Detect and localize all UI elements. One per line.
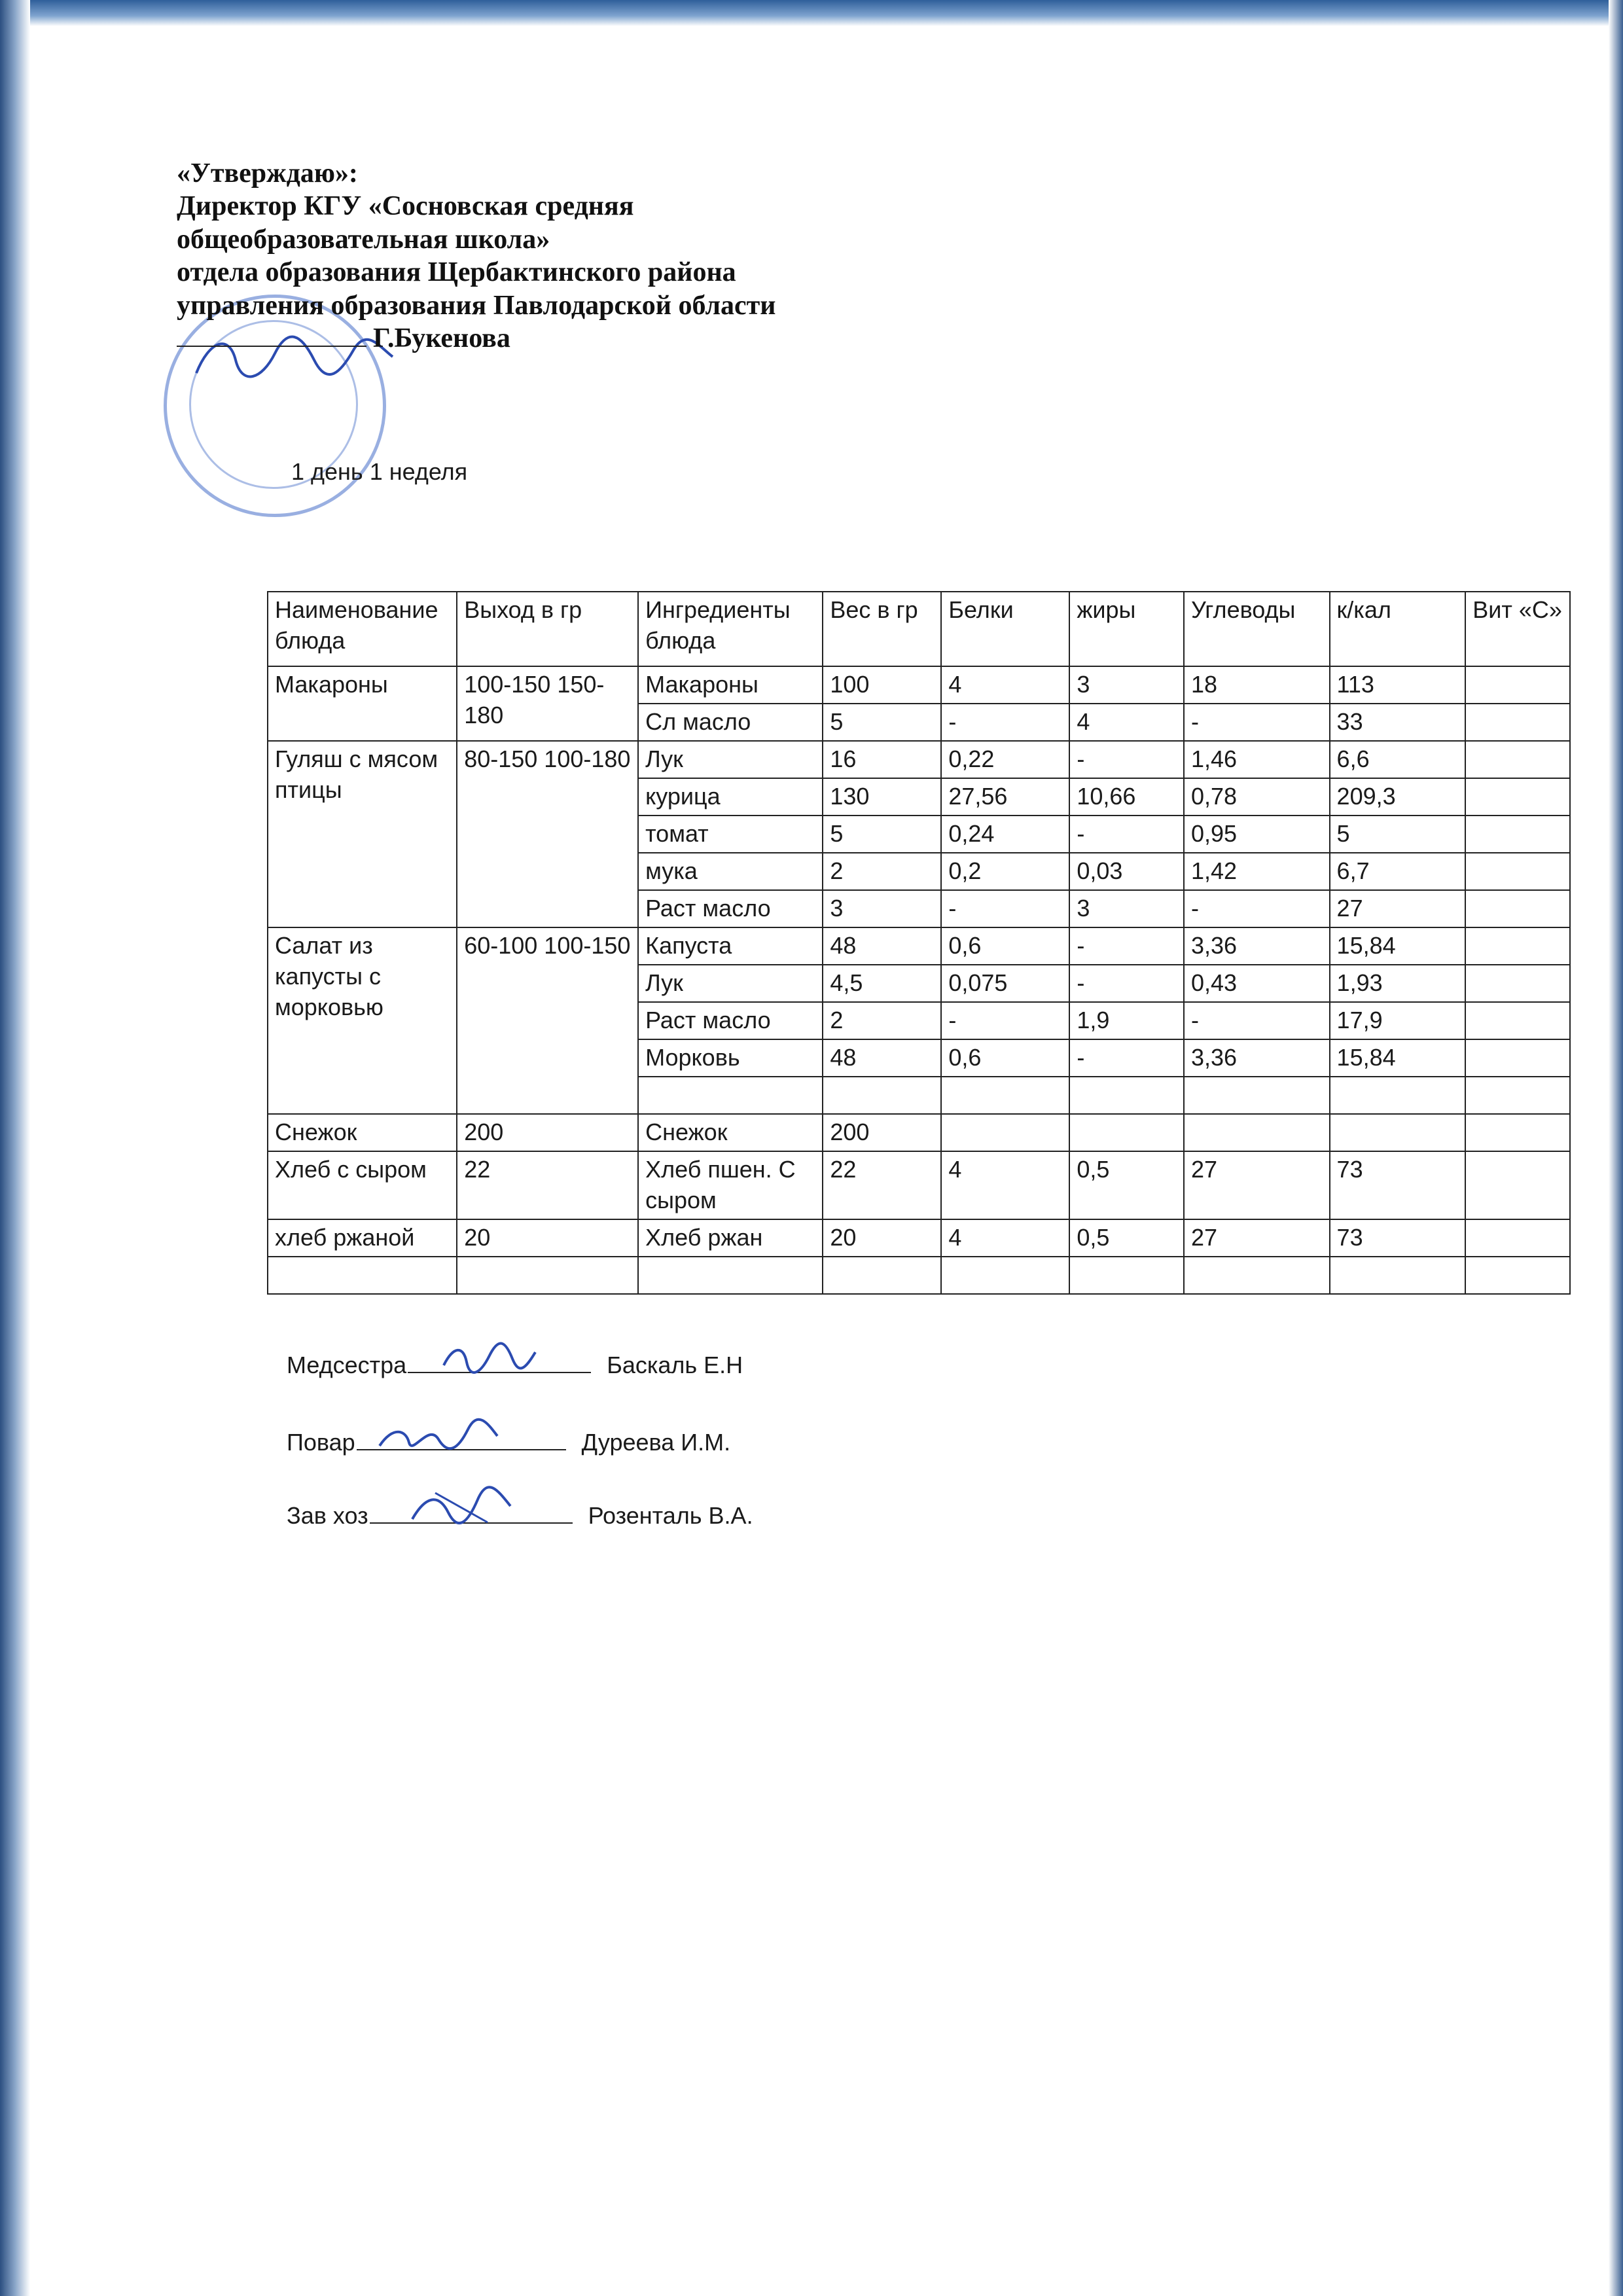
table-cell: 0,075 xyxy=(941,965,1069,1002)
dish-name-cell: Гуляш с мясом птицы xyxy=(268,741,457,927)
table-cell: 0,24 xyxy=(941,816,1069,853)
table-cell: Сл масло xyxy=(638,704,823,741)
table-cell xyxy=(1465,816,1570,853)
nurse-signature xyxy=(440,1339,539,1378)
director-name: Г.Букенова xyxy=(373,323,510,353)
dish-name-cell: Салат из капусты с морковью xyxy=(268,927,457,1114)
table-row xyxy=(268,741,1570,778)
table-cell: 0,43 xyxy=(1184,965,1330,1002)
table-cell: 0,5 xyxy=(1069,1219,1184,1257)
table-cell: 48 xyxy=(823,1039,941,1077)
table-row xyxy=(268,1257,1570,1294)
dish-name-cell: Снежок xyxy=(268,1114,457,1151)
table-cell xyxy=(1184,1077,1330,1114)
table-cell: 3 xyxy=(1069,666,1184,704)
column-header: Вес в гр xyxy=(823,592,941,666)
table-cell: 27 xyxy=(1330,890,1466,927)
table-cell: - xyxy=(1069,965,1184,1002)
table-cell xyxy=(1184,1257,1330,1294)
table-cell: Снежок xyxy=(638,1114,823,1151)
table-cell: 27 xyxy=(1184,1219,1330,1257)
table-cell: - xyxy=(941,1002,1069,1039)
table-cell: - xyxy=(1069,741,1184,778)
table-cell xyxy=(1465,965,1570,1002)
table-cell xyxy=(1465,666,1570,704)
column-header: Углеводы xyxy=(1184,592,1330,666)
supply-label: Зав хоз xyxy=(287,1502,368,1529)
table-cell: 0,03 xyxy=(1069,853,1184,890)
nurse-label: Медсестра xyxy=(287,1352,407,1378)
table-cell: 17,9 xyxy=(1330,1002,1466,1039)
table-cell: 27,56 xyxy=(941,778,1069,816)
dish-name-cell: хлеб ржаной xyxy=(268,1219,457,1257)
cook-label: Повар xyxy=(287,1429,355,1456)
table-cell: Раст масло xyxy=(638,890,823,927)
table-cell xyxy=(1465,927,1570,965)
table-cell: - xyxy=(1069,816,1184,853)
table-cell xyxy=(1465,1002,1570,1039)
table-cell xyxy=(1330,1114,1466,1151)
table-header-row xyxy=(268,592,1570,666)
scan-top-edge xyxy=(0,0,1623,26)
table-cell: 4 xyxy=(1069,704,1184,741)
day-label: 1 день 1 неделя xyxy=(291,458,468,485)
table-cell: томат xyxy=(638,816,823,853)
table-cell: Раст масло xyxy=(638,1002,823,1039)
table-cell: 0,6 xyxy=(941,1039,1069,1077)
table-cell xyxy=(1465,853,1570,890)
table-row xyxy=(268,1219,1570,1257)
approval-director-line xyxy=(177,322,962,355)
dish-output-cell: 60-100 100-150 xyxy=(457,927,638,1114)
table-cell: 22 xyxy=(823,1151,941,1219)
table-cell: Лук xyxy=(638,741,823,778)
column-header: Наименование блюда xyxy=(268,592,457,666)
table-cell: 3 xyxy=(823,890,941,927)
table-cell: 5 xyxy=(823,704,941,741)
dish-output-cell: 20 xyxy=(457,1219,638,1257)
table-cell: 4,5 xyxy=(823,965,941,1002)
supply-name: Розенталь В.А. xyxy=(588,1502,753,1529)
approval-line-1: Директор КГУ «Сосновская средняя xyxy=(177,191,634,222)
table-cell: 4 xyxy=(941,1151,1069,1219)
table-cell: - xyxy=(1184,704,1330,741)
table-cell xyxy=(1465,1077,1570,1114)
table-cell xyxy=(1465,1114,1570,1151)
cook-signature-row xyxy=(287,1429,730,1456)
table-cell: 73 xyxy=(1330,1151,1466,1219)
supply-signature xyxy=(409,1483,514,1529)
table-row xyxy=(268,1114,1570,1151)
table-cell: 2 xyxy=(823,1002,941,1039)
table-cell: 113 xyxy=(1330,666,1466,704)
table-cell: 48 xyxy=(823,927,941,965)
supply-sign-line xyxy=(370,1522,573,1524)
table-cell: Макароны xyxy=(638,666,823,704)
table-cell xyxy=(1330,1077,1466,1114)
table-cell: Морковь xyxy=(638,1039,823,1077)
table-row xyxy=(268,666,1570,704)
dish-output-cell: 80-150 100-180 xyxy=(457,741,638,927)
column-header: Белки xyxy=(941,592,1069,666)
table-cell: 3 xyxy=(1069,890,1184,927)
scan-right-edge xyxy=(1609,0,1623,2296)
table-cell: 5 xyxy=(823,816,941,853)
table-cell: 3,36 xyxy=(1184,1039,1330,1077)
table-cell: 18 xyxy=(1184,666,1330,704)
table-cell xyxy=(941,1077,1069,1114)
table-cell: - xyxy=(941,890,1069,927)
table-cell: 6,7 xyxy=(1330,853,1466,890)
table-cell: 33 xyxy=(1330,704,1466,741)
table-cell: Хлеб пшен. С сыром xyxy=(638,1151,823,1219)
table-cell: 10,66 xyxy=(1069,778,1184,816)
table-cell xyxy=(1465,1039,1570,1077)
table-cell xyxy=(638,1077,823,1114)
approval-line-3: отдела образования Щербактинского района xyxy=(177,257,736,288)
table-cell: 209,3 xyxy=(1330,778,1466,816)
menu-table xyxy=(267,591,1571,1295)
director-sign-line xyxy=(177,346,366,347)
column-header: к/кал xyxy=(1330,592,1466,666)
table-cell: 73 xyxy=(1330,1219,1466,1257)
table-cell: 0,95 xyxy=(1184,816,1330,853)
dish-output-cell xyxy=(457,1257,638,1294)
column-header: Вит «С» xyxy=(1465,592,1570,666)
table-cell: курица xyxy=(638,778,823,816)
dish-output-cell: 200 xyxy=(457,1114,638,1151)
table-cell: 1,93 xyxy=(1330,965,1466,1002)
table-cell: 100 xyxy=(823,666,941,704)
table-cell: 20 xyxy=(823,1219,941,1257)
table-row xyxy=(268,927,1570,965)
dish-name-cell: Макароны xyxy=(268,666,457,741)
nurse-signature-row xyxy=(287,1352,743,1379)
table-cell xyxy=(1069,1114,1184,1151)
table-cell: 130 xyxy=(823,778,941,816)
table-cell: Хлеб ржан xyxy=(638,1219,823,1257)
table-cell: 1,9 xyxy=(1069,1002,1184,1039)
table-cell xyxy=(1465,1151,1570,1219)
table-cell xyxy=(823,1077,941,1114)
table-cell: 0,78 xyxy=(1184,778,1330,816)
table-cell: 1,42 xyxy=(1184,853,1330,890)
cook-sign-line xyxy=(357,1449,566,1450)
table-cell: - xyxy=(1069,1039,1184,1077)
table-cell xyxy=(1330,1257,1466,1294)
cook-name: Дуреева И.М. xyxy=(581,1429,731,1456)
table-cell xyxy=(1465,1257,1570,1294)
table-cell: 4 xyxy=(941,1219,1069,1257)
table-cell: 200 xyxy=(823,1114,941,1151)
table-cell: - xyxy=(1184,1002,1330,1039)
scan-left-edge xyxy=(0,0,30,2296)
column-header: Ингредиенты блюда xyxy=(638,592,823,666)
table-cell: 5 xyxy=(1330,816,1466,853)
cook-signature xyxy=(376,1416,501,1456)
table-row xyxy=(268,1151,1570,1219)
approval-title: «Утверждаю»: xyxy=(177,158,358,188)
table-cell xyxy=(638,1257,823,1294)
table-cell: Лук xyxy=(638,965,823,1002)
table-cell: 15,84 xyxy=(1330,1039,1466,1077)
table-cell xyxy=(1069,1257,1184,1294)
nurse-sign-line xyxy=(408,1372,591,1373)
table-cell xyxy=(941,1114,1069,1151)
menu-table-body xyxy=(268,592,1570,1294)
table-cell: - xyxy=(1069,927,1184,965)
column-header: Выход в гр xyxy=(457,592,638,666)
table-cell: 27 xyxy=(1184,1151,1330,1219)
table-cell: мука xyxy=(638,853,823,890)
table-cell xyxy=(1465,741,1570,778)
table-cell: 1,46 xyxy=(1184,741,1330,778)
dish-output-cell: 22 xyxy=(457,1151,638,1219)
table-cell: - xyxy=(941,704,1069,741)
table-cell: 0,22 xyxy=(941,741,1069,778)
column-header: жиры xyxy=(1069,592,1184,666)
approval-line-2: общеобразовательная школа» xyxy=(177,224,550,255)
table-cell: 2 xyxy=(823,853,941,890)
dish-output-cell: 100-150 150-180 xyxy=(457,666,638,741)
dish-name-cell xyxy=(268,1257,457,1294)
dish-name-cell: Хлеб с сыром xyxy=(268,1151,457,1219)
table-cell xyxy=(1069,1077,1184,1114)
table-cell xyxy=(1465,778,1570,816)
approval-block xyxy=(177,157,962,355)
table-cell xyxy=(1184,1114,1330,1151)
table-cell xyxy=(1465,704,1570,741)
supply-signature-row xyxy=(287,1502,753,1530)
table-cell: 15,84 xyxy=(1330,927,1466,965)
table-cell: 0,2 xyxy=(941,853,1069,890)
table-cell: 4 xyxy=(941,666,1069,704)
table-cell: - xyxy=(1184,890,1330,927)
table-cell: Капуста xyxy=(638,927,823,965)
table-cell: 0,5 xyxy=(1069,1151,1184,1219)
table-cell: 3,36 xyxy=(1184,927,1330,965)
nurse-name: Баскаль Е.Н xyxy=(607,1352,743,1378)
table-cell xyxy=(1465,890,1570,927)
table-cell: 16 xyxy=(823,741,941,778)
approval-line-4: управления образования Павлодарской области xyxy=(177,290,776,321)
table-cell xyxy=(823,1257,941,1294)
table-cell: 6,6 xyxy=(1330,741,1466,778)
table-cell: 0,6 xyxy=(941,927,1069,965)
table-cell xyxy=(941,1257,1069,1294)
table-cell xyxy=(1465,1219,1570,1257)
